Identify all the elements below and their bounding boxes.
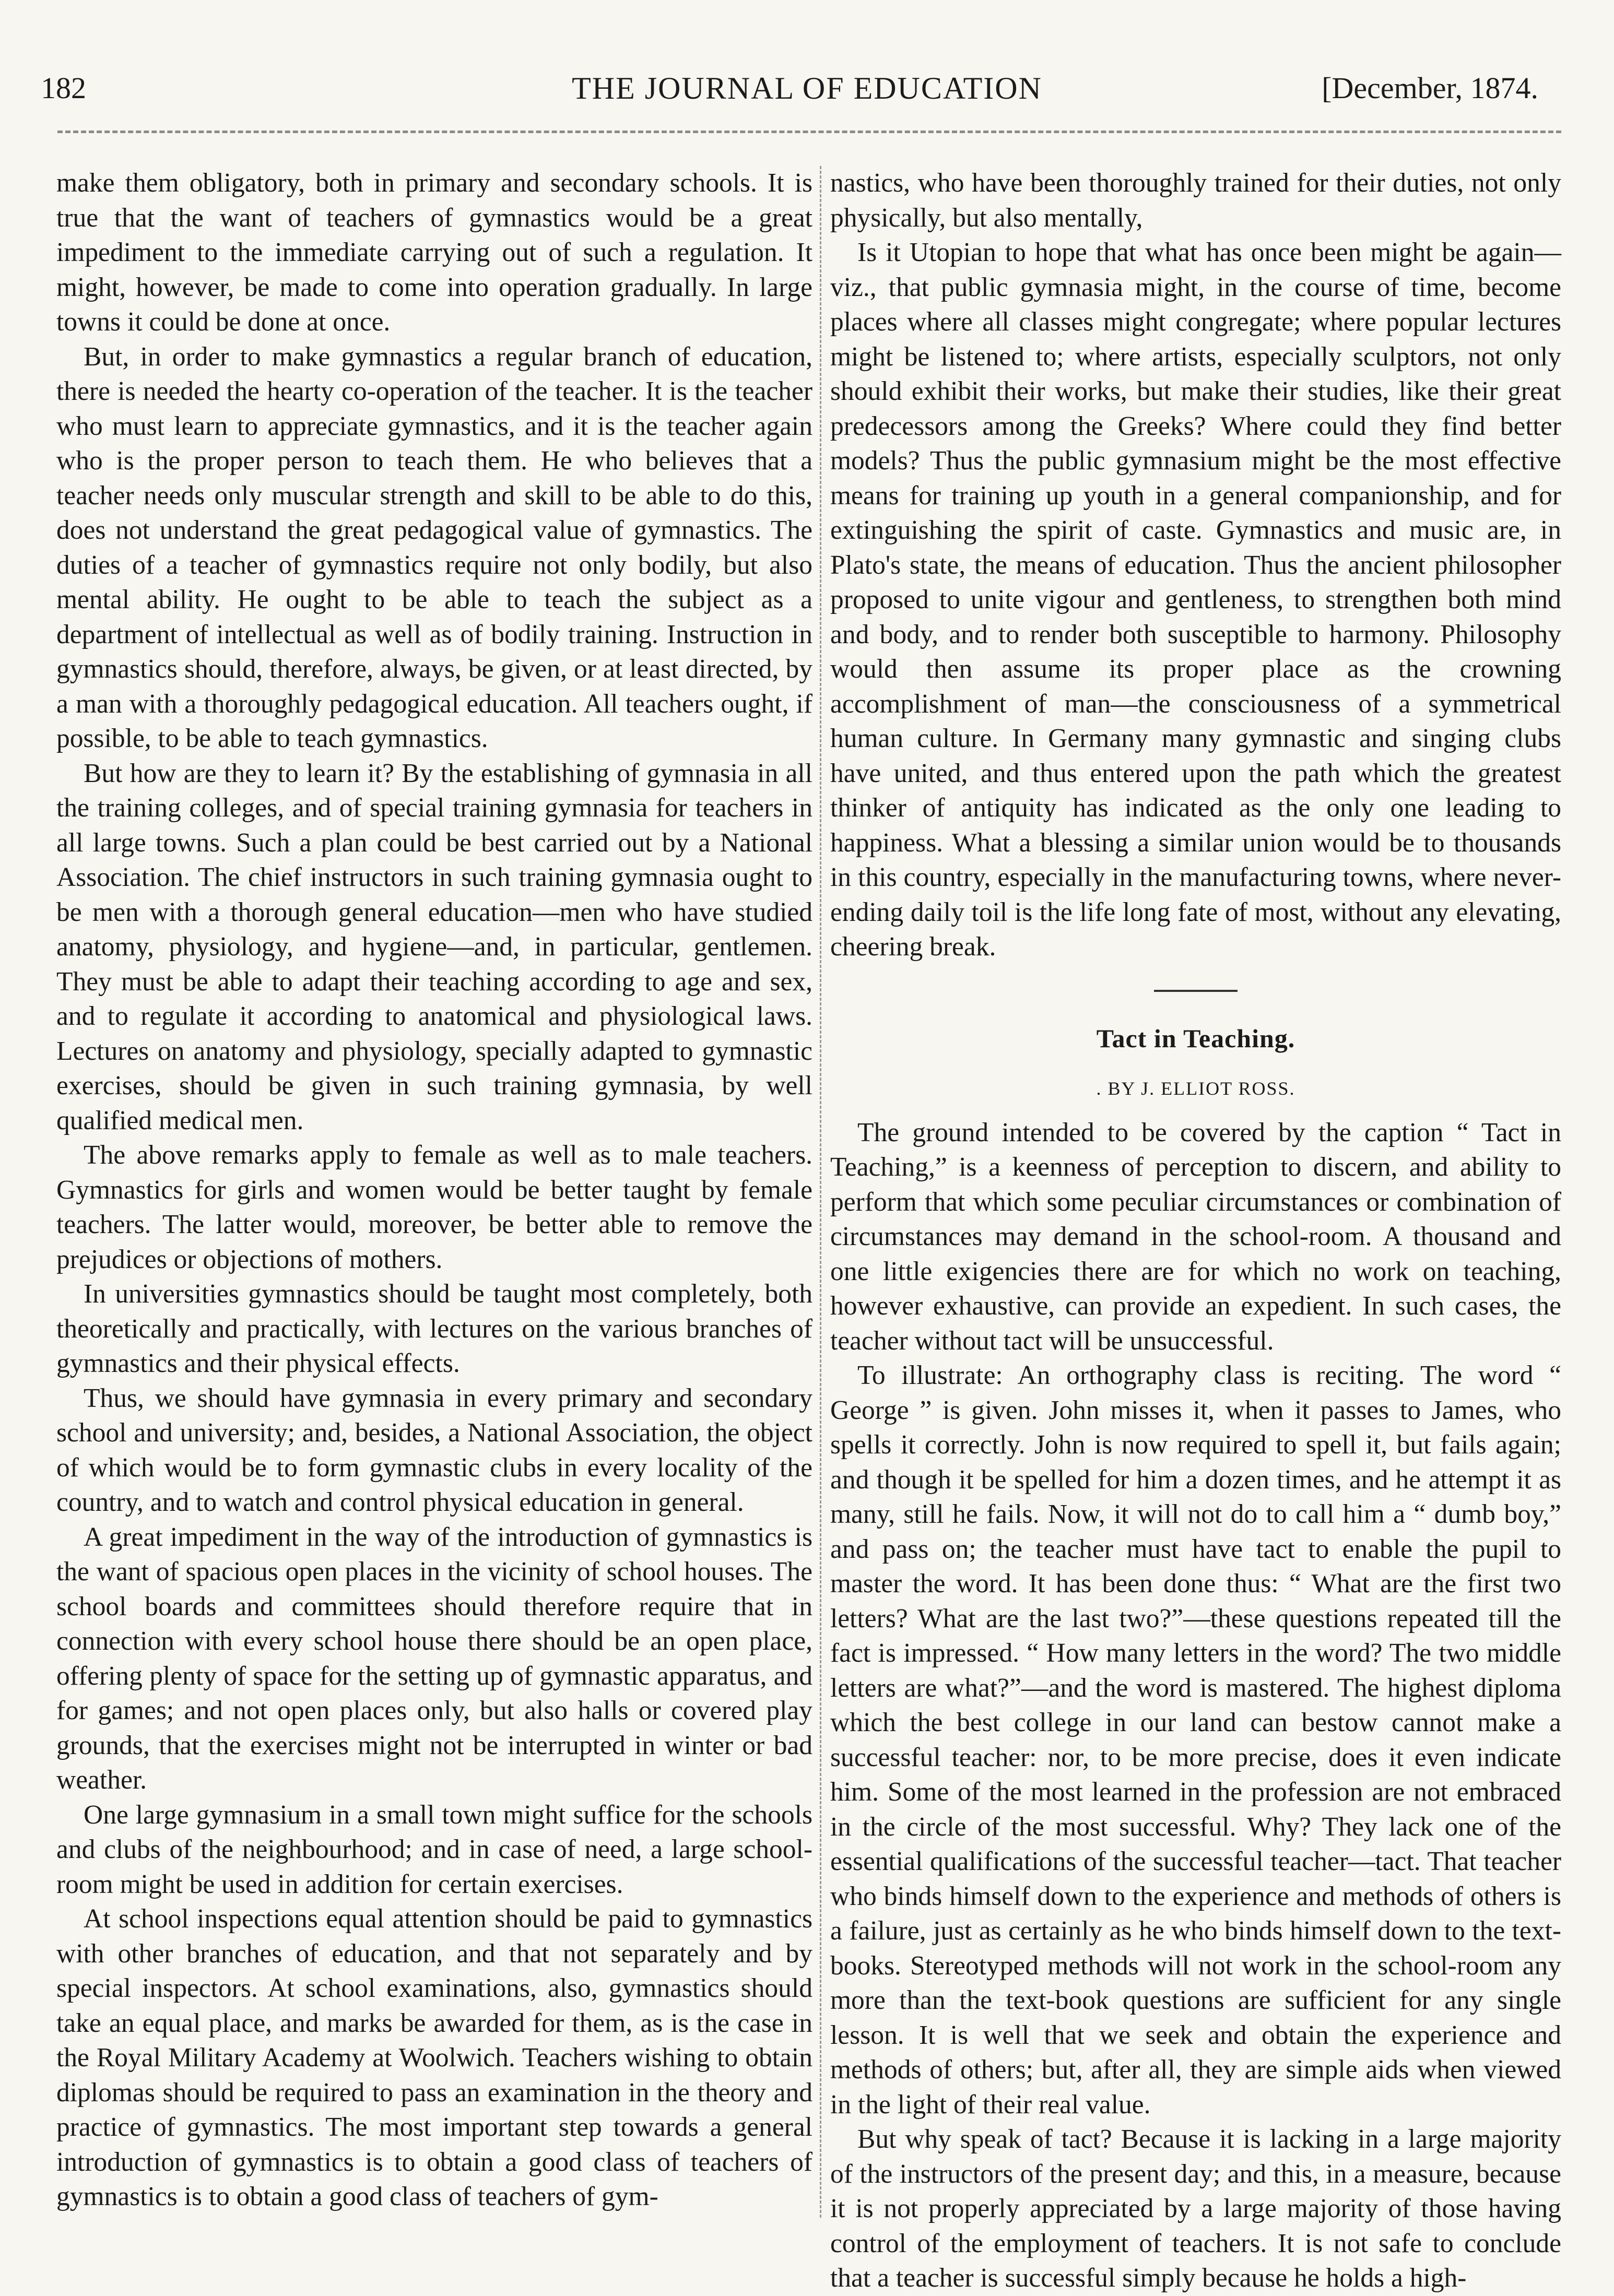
paragraph: Thus, we should have gymnasia in every primary and secondary school and university; and, besides, a National Association, the object of which would be to form gymnastic clubs in every locality of the country, and to watch and control physical education in general. [56,1383,812,1517]
page-header [0,0,1614,115]
paragraph: The ground intended to be covered by the caption “ Tact in Teaching,” is a keenness of perception to discern, and ability to perform that which some peculiar circumstances or combination of circumstances may demand in the school-room. A thousand and one little exigencies there are for which no work on teaching, however exhaustive, can provide an expedient. In such cases, the teacher without tact will be unsuccessful. [830,1117,1561,1356]
paragraph: A great impediment in the way of the introduction of gymnastics is the want of spacious open places in the vicinity of school houses. The school boards and committees should therefore require that in connection with every school house there should be an open place, offering plenty of space for the setting up of gymnastic apparatus, and for games; and not open places only, but also halls or covered play grounds, that the exercises might not be interrupted in winter or bad weather. [56,1522,812,1795]
paragraph: In universities gymnastics should be taught most completely, both theoretically and practically, with lectures on the various branches of gymnastics and their physical effects. [56,1279,812,1378]
paragraph: At school inspections equal attention should be paid to gymnastics with other branches of education, and that not separately and by special inspectors. At school examinations, also, gymnastics should take an equal place, and marks be awarded for them, as is the case in the Royal Military Academy at Woolwich. Teachers wishing to obtain diplomas should be required to pass an examination in the theory and practice of gymnastics. The most important step towards a general introduction of gymnastics is to obtain a good class of teachers of gymnastics is to obtain a good class of teachers of gym- [56,1904,812,2211]
article-title: Tact in Teaching. [1096,1023,1295,1053]
right-column [830,166,1561,2293]
journal-title: THE JOURNAL OF EDUCATION [572,71,1042,105]
paragraph: But, in order to make gymnastics a regular branch of education, there is needed the hearty co-operation of the teacher. It is the teacher who must learn to appreciate gymnastics, and it is the teacher again who is the proper person to teach them. He who believes that a teacher needs only muscular strength and skill to be able to do this, does not understand the great pedagogical value of gymnastics. The duties of a teacher of gymnastics require not only bodily, but also mental ability. He ought to be able to teach the subject as a department of intellectual as well as of bodily training. Instruction in gymnastics should, therefore, always, be given, or at least directed, by a man with a thoroughly pedagogical education. All teachers ought, if possible, to be able to teach gymnastics. [56,341,812,753]
paragraph: But how are they to learn it? By the establishing of gymnasia in all the training colleges, and of special training gymnasia for teachers in all large towns. Such a plan could be best carried out by a National Association. The chief instructors in such training gymnasia ought to be men with a thorough general education—men who have studied anatomy, physiology, and hygiene—and, in particular, gentlemen. They must be able to adapt their teaching according to age and sex, and to regulate it according to anatomical and physiological laws. Lectures on anatomy and physiology, specially adapted to gymnastic exercises, should be given in such training gymnasia, by well qualified medical men. [56,758,812,1135]
paragraph: But why speak of tact? Because it is lacking in a large majority of the instructors of the present day; and this, in a measure, because it is not properly appreciated by a large majority of those having control of the employment of teachers. It is not safe to conclude that a teacher is successful simply because he holds a high- [830,2124,1561,2293]
section-separator [1154,990,1238,992]
paragraph: The above remarks apply to female as well as to male teachers. Gymnastics for girls and women would be better taught by female teachers. The latter would, moreover, be better able to remove the prejudices or objections of mothers. [56,1140,812,1274]
issue-date: [December, 1874. [1322,71,1538,105]
paragraph: Is it Utopian to hope that what has once been might be again—viz., that public gymnasia might, in the course of time, become places where all classes might congregate; where popular lectures might be listened to; where artists, especially sculptors, not only should exhibit their works, but make their studies, like their great predecessors among the Greeks? Where could they find better models? Thus the public gymnasium might be the most effective means for training up youth in a general companionship, and for extinguishing the spirit of caste. Gymnastics and music are, in Plato's state, the means of education. Thus the ancient philosopher proposed to unite vigour and gentleness, to strengthen both mind and body, and to render both susceptible to harmony. Philosophy would then assume its proper place as the crowning accomplishment of man—the consciousness of a symmetrical human culture. In Germany many gymnastic and singing clubs have united, and thus entered upon the path which the greatest thinker of antiquity has indicated as the only one leading to happiness. What a blessing a similar union would be to thousands in this country, especially in the manufacturing towns, where never-ending daily toil is the life long fate of most, without any elevating, cheering break. [830,238,1561,962]
page-number: 182 [41,71,86,105]
paragraph: One large gymnasium in a small town might suffice for the schools and clubs of the neighbourhood; and in case of need, a large school-room might be used in addition for certain exercises. [56,1800,812,1899]
left-column [56,166,812,2218]
paragraph: nastics, who have been thoroughly trained for their duties, not only physically, but also mentally, [830,168,1561,233]
article-byline: . BY J. ELLIOT ROSS. [1096,1078,1295,1099]
column-divider [820,166,821,2218]
header-rule [57,131,1561,133]
paragraph: To illustrate: An orthography class is reciting. The word “ George ” is given. John misses it, when it passes to James, who spells it correctly. John is now required to spell it, but fails again; and though it be spelled for him a dozen times, and he attempt it as many, still he fails. Now, it will not do to call him a “ dumb boy,” and pass on; the teacher must have tact to enable the pupil to master the word. It has been done thus: “ What are the first two letters? What are the last two?”—these questions repeated till the fact is impressed. “ How many letters in the word? The two middle letters are what?”—and the word is mastered. The highest diploma which the best college in our land can bestow cannot make a successful teacher: nor, to be more precise, does it even indicate him. Some of the most learned in the profession are not embraced in the circle of the most successful. Why? They lack one of the essential qualifications of the successful teacher—tact. That teacher who binds himself down to the experience and methods of others is a failure, just as certainly as he who binds himself down to the text-books. Stereotyped methods will not work in the school-room any more than the text-book questions are sufficient for any single lesson. It is well that we seek and obtain the experience and methods of others; but, after all, they are simple aids when viewed in the light of their real value. [830,1360,1561,2120]
paragraph: make them obligatory, both in primary and secondary schools. It is true that the want of teachers of gymnastics would be a great impediment to the immediate carrying out of such a regulation. It might, however, be made to come into operation gradually. In large towns it could be done at once. [56,168,812,337]
